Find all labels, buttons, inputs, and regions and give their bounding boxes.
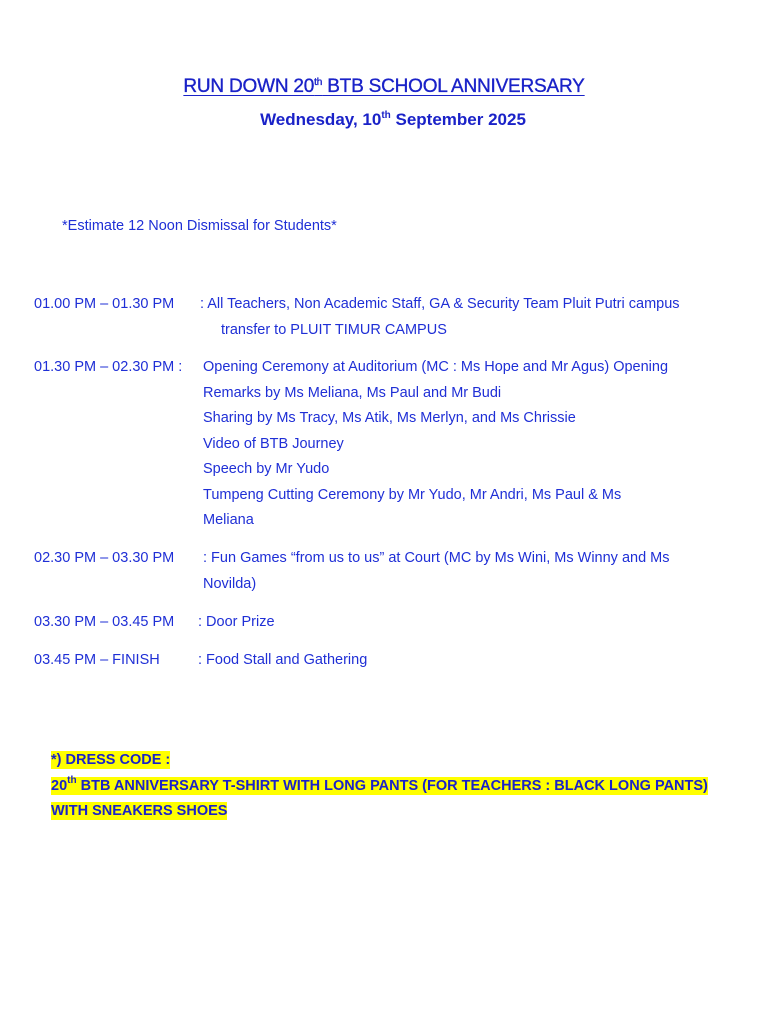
schedule-description: Opening Ceremony at Auditorium (MC : Ms Hope and Mr Agus) Opening [203, 359, 669, 375]
date-superscript: th [381, 110, 391, 121]
dress-code-superscript: th [67, 775, 77, 786]
schedule-time: 01.00 PM – 01.30 PM [34, 296, 175, 312]
schedule-time: 02.30 PM – 03.30 PM [34, 550, 175, 566]
dress-code-heading [51, 748, 170, 773]
dress-code-suffix: BTB ANNIVERSARY T-SHIRT WITH LONG PANTS (FOR TEACHERS : BLACK LONG PANTS) [76, 778, 708, 794]
schedule-description: : Fun Games “from us to us” at Court (MC by Ms Wini, Ms Winny and Ms [203, 550, 670, 566]
schedule-description-continued: Novilda) [203, 575, 257, 592]
document-title [0, 76, 768, 98]
title-suffix: BTB SCHOOL ANNIVERSARY [322, 76, 585, 97]
schedule-description: : All Teachers, Non Academic Staff, GA & Security Team Pluit Putri campus [200, 296, 680, 312]
schedule-description-continued: transfer to PLUIT TIMUR CAMPUS [221, 321, 447, 338]
date-suffix: September 2025 [390, 110, 526, 129]
dress-code-prefix: 20 [51, 778, 68, 794]
dismissal-note: *Estimate 12 Noon Dismissal for Students* [62, 218, 337, 234]
schedule-description-continued: Remarks by Ms Meliana, Ms Paul and Mr Budi [203, 384, 502, 401]
schedule-sub-item-continued: Meliana [203, 512, 254, 528]
schedule-sub-item: Sharing by Ms Tracy, Ms Atik, Ms Merlyn, and Ms Chrissie [203, 410, 576, 426]
event-date [0, 110, 768, 130]
schedule-description: : Food Stall and Gathering [198, 652, 368, 668]
dress-code-line [51, 774, 708, 799]
title-superscript: th [314, 77, 323, 88]
dress-code-line-text [51, 777, 708, 795]
dress-code-line-text: WITH SNEAKERS SHOES [51, 803, 228, 819]
schedule-description: : Door Prize [198, 614, 275, 630]
schedule-time: 03.45 PM – FINISH [34, 652, 160, 668]
schedule-sub-item: Tumpeng Cutting Ceremony by Mr Yudo, Mr Andri, Ms Paul & Ms [203, 486, 622, 503]
schedule-sub-item: Speech by Mr Yudo [203, 461, 330, 477]
schedule-time: 03.30 PM – 03.45 PM [34, 614, 175, 630]
title-prefix: RUN DOWN 20 [183, 76, 315, 97]
schedule-sub-item: Video of BTB Journey [203, 435, 344, 452]
date-prefix: Wednesday, 10 [260, 110, 382, 129]
dress-code-line [51, 799, 227, 824]
schedule-time: 01.30 PM – 02.30 PM : [34, 359, 183, 375]
dress-code-heading-text: *) DRESS CODE : [51, 752, 171, 768]
